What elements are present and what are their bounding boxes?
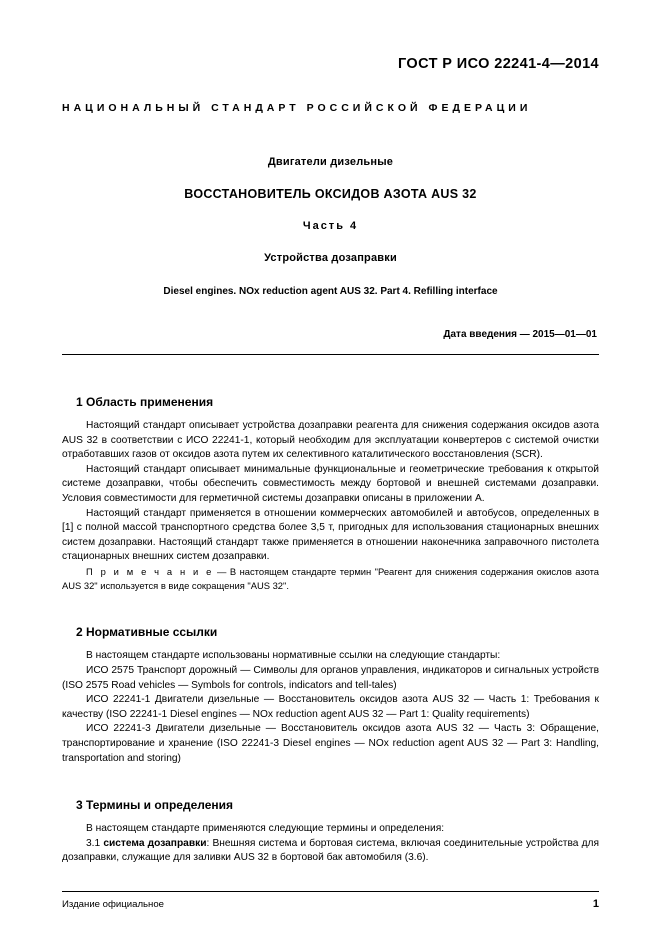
section-2-reference-3: ИСО 22241-3 Двигатели дизельные — Восстановитель оксидов азота AUS 32 — Часть 3: Обращение, транспортирование и хранение (ISO 22241-3 Diesel engines — NOx reduction agent AUS 32 — Part 3: Handling, transportation and storing) [62, 723, 599, 764]
header-divider [62, 354, 599, 355]
section-1-note [62, 565, 599, 593]
title-line-2: ВОССТАНОВИТЕЛЬ ОКСИДОВ АЗОТА AUS 32 [184, 187, 477, 201]
note-text: — В настоящем стандарте термин "Реагент для снижения содержания окислов азота AUS 32" используется в виде сокращения "AUS 32". [62, 565, 599, 592]
section-2-reference-2: ИСО 22241-1 Двигатели дизельные — Восстановитель оксидов азота AUS 32 — Часть 1: Требования к качеству (ISO 22241-1 Diesel engines — NOx reduction agent AUS 32 — Part 1: Quality requirements) [62, 694, 599, 720]
title-line-1: Двигатели дизельные [267, 156, 394, 168]
section-1-paragraph-2: Настоящий стандарт описывает минимальные функциональные и геометрические требования к открытой системе дозаправки, чтобы обеспечить совместимость между бортовой и внешней системами дозаправки. Условия совместимости для герметичной системы дозаправки описаны в приложении А. [62, 463, 599, 504]
section-heading-3: 3 Термины и определения [76, 798, 234, 813]
footer-edition-label: Издание официальное [62, 899, 165, 910]
document-number: ГОСТ Р ИСО 22241-4—2014 [397, 56, 599, 72]
footer-divider [62, 891, 599, 892]
section-heading-2: 2 Нормативные ссылки [76, 625, 218, 640]
section-3-definition [62, 837, 599, 866]
definition-text: : Внешняя система и бортовая система, включая соединительные устройства для дозаправки, служащие для заливки AUS 32 в бортовой бак автомобиля (3.6). [62, 837, 599, 864]
national-standard-label: НАЦИОНАЛЬНЫЙ СТАНДАРТ РОССИЙСКОЙ ФЕДЕРАЦИИ [62, 102, 532, 114]
section-heading-1: 1 Область применения [76, 395, 214, 409]
title-subtitle: Устройства дозаправки [264, 252, 397, 264]
section-1-paragraph-1: Настоящий стандарт описывает устройства дозаправки реагента для снижения содержания оксидов азота AUS 32 в соответствии с ИСО 22241-1, который необходим для эксплуатации конвертеров с системой очистки отработавших газов от оксидов азота путем их селективного каталитического восстановления (SCR). [62, 420, 599, 461]
section-2-reference-1: ИСО 2575 Транспорт дорожный — Символы для органов управления, индикаторов и сигнальных устройств (ISO 2575 Road vehicles — Symbols for controls, indicators and tell-tales) [62, 664, 599, 691]
section-3-paragraph-1: В настоящем стандарте применяются следующие термины и определения: [86, 823, 445, 835]
title-english: Diesel engines. NOx reduction agent AUS 32. Part 4. Refilling interface [163, 286, 498, 297]
page-number: 1 [592, 898, 599, 910]
introduction-date: Дата введения — 2015—01—01 [443, 329, 597, 340]
definition-number: 3.1 [86, 837, 104, 849]
page-footer [0, 891, 661, 910]
note-label: П р и м е ч а н и е [86, 565, 214, 577]
section-2-paragraph-1: В настоящем стандарте использованы нормативные ссылки на следующие стандарты: [86, 650, 501, 662]
title-block [62, 156, 599, 297]
definition-term: система дозаправки [103, 837, 207, 849]
section-1-paragraph-3: Настоящий стандарт применяется в отношении коммерческих автомобилей и автобусов, определенных в [1] с полной массой транспортного средства более 3,5 т, пригодных для использования стационарных внешних систем дозаправки. Настоящий стандарт также применяется в отношении наконечника заправочного пистолета стационарных внешних систем дозаправки. [62, 507, 599, 563]
title-part: Часть 4 [302, 220, 359, 232]
